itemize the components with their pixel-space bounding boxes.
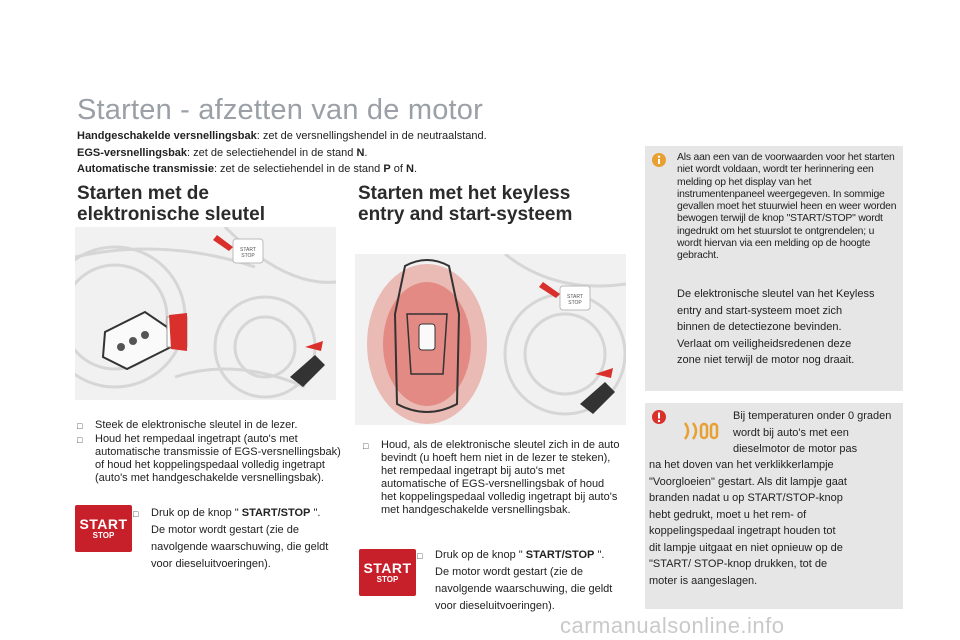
checkbox-bullet-icon: □ bbox=[77, 421, 83, 431]
checkbox-bullet-icon: □ bbox=[77, 435, 83, 445]
middle-start-step: □ Druk op de knop " START/STOP ". De motor wordt gestart (zie de navolgende waarschuwing, die geldt voor dieseluitvoeringen). bbox=[417, 547, 627, 615]
warning-box bbox=[645, 403, 903, 609]
middle-heading: Starten met het keyless entry and start-systeem bbox=[358, 183, 573, 225]
svg-text:START: START bbox=[240, 247, 256, 253]
key-reader-illustration bbox=[75, 227, 336, 400]
info-text-2: De elektronische sleutel van het Keyless entry and start-systeem moet zich binnen de detectiezone bevinden. Verlaat om veiligheidsredenen deze zone niet terwijl de motor nog draait. bbox=[677, 288, 875, 366]
info-icon bbox=[652, 153, 666, 167]
svg-text:START: START bbox=[567, 294, 583, 300]
list-item: □ Steek de elektronische sleutel in de lezer. bbox=[77, 419, 298, 431]
key-fob-icon bbox=[103, 312, 187, 369]
start-stop-button-icon: START STOP bbox=[359, 549, 416, 596]
warning-icon bbox=[652, 410, 666, 424]
warning-text-1: Bij temperaturen onder 0 graden wordt bij auto's met een dieselmotor de motor pas bbox=[733, 410, 892, 455]
warning-text-2: na het doven van het verklikkerlampje "Voorgloeien" gestart. Als dit lampje gaat branden nadat u op START/STOP-knop hebt gedrukt, moet u het rem- of koppelingspedaal ingetrapt houden tot dit lampje uitgaat en niet opnieuw op de "START/ STOP-knop drukken, tot de moter is aangeslagen. bbox=[649, 459, 847, 587]
checkbox-bullet-icon: □ bbox=[133, 509, 139, 519]
info-box bbox=[645, 146, 903, 391]
keyless-illustration bbox=[355, 254, 626, 425]
checkbox-bullet-icon: □ bbox=[417, 551, 423, 561]
intro-line-auto: Automatische transmissie: zet de selectiehendel in de stand P of N. bbox=[77, 163, 417, 175]
checkbox-bullet-icon: □ bbox=[363, 441, 369, 451]
svg-text:STOP: STOP bbox=[241, 253, 255, 259]
list-item: □ Houd, als de elektronische sleutel zich in de auto bevindt (u hoeft hem niet in de lezer te steken), het rempedaal ingetrapt bij auto's met automatische of EGS-versnellingsbak of houd het koppelingspedaal volledig ingetrapt bij auto's met handgeschakelde versnellingsbak. bbox=[363, 439, 620, 516]
middle-bullet bbox=[363, 439, 621, 517]
list-item: □ Houd het rempedaal ingetrapt (auto's met automatische transmissie of EGS-versnellingsbak) of houd het koppelingspedaal volledig ingetrapt (auto's met handgeschakelde versnellingsbak). bbox=[77, 433, 341, 484]
start-stop-button-icon: START STOP bbox=[75, 505, 132, 552]
intro-block bbox=[77, 128, 597, 178]
info-text-1: Als aan een van de voorwaarden voor het starten niet wordt voldaan, wordt ter herinnering een melding op het display van het instrumentenpaneel weergegeven. In sommige gevallen moet het stuurwiel heen en weer worden bewogen terwijl de knop "START/STOP" wordt ingedrukt om het stuurslot te ontgrendelen; u wordt hiervan via een melding op de hoogte gebracht. bbox=[677, 152, 897, 262]
left-heading: Starten met de elektronische sleutel bbox=[77, 183, 265, 225]
keyless-drawing bbox=[355, 254, 626, 425]
glow-plug-icon bbox=[683, 421, 723, 441]
left-start-step: □ Druk op de knop " START/STOP ". De motor wordt gestart (zie de navolgende waarschuwing, die geldt voor dieseluitvoeringen). bbox=[133, 505, 343, 573]
intro-line-manual: Handgeschakelde versnellingsbak: zet de versnellingshendel in de neutraalstand. bbox=[77, 130, 487, 142]
svg-text:STOP: STOP bbox=[568, 300, 582, 306]
page-title: Starten - afzetten van de motor bbox=[77, 94, 483, 126]
watermark: carmanualsonline.info bbox=[560, 613, 785, 638]
left-bullet-list bbox=[77, 419, 342, 485]
dashboard-key-drawing bbox=[75, 227, 336, 400]
intro-line-egs: EGS-versnellingsbak: zet de selectiehendel in de stand N. bbox=[77, 146, 368, 159]
